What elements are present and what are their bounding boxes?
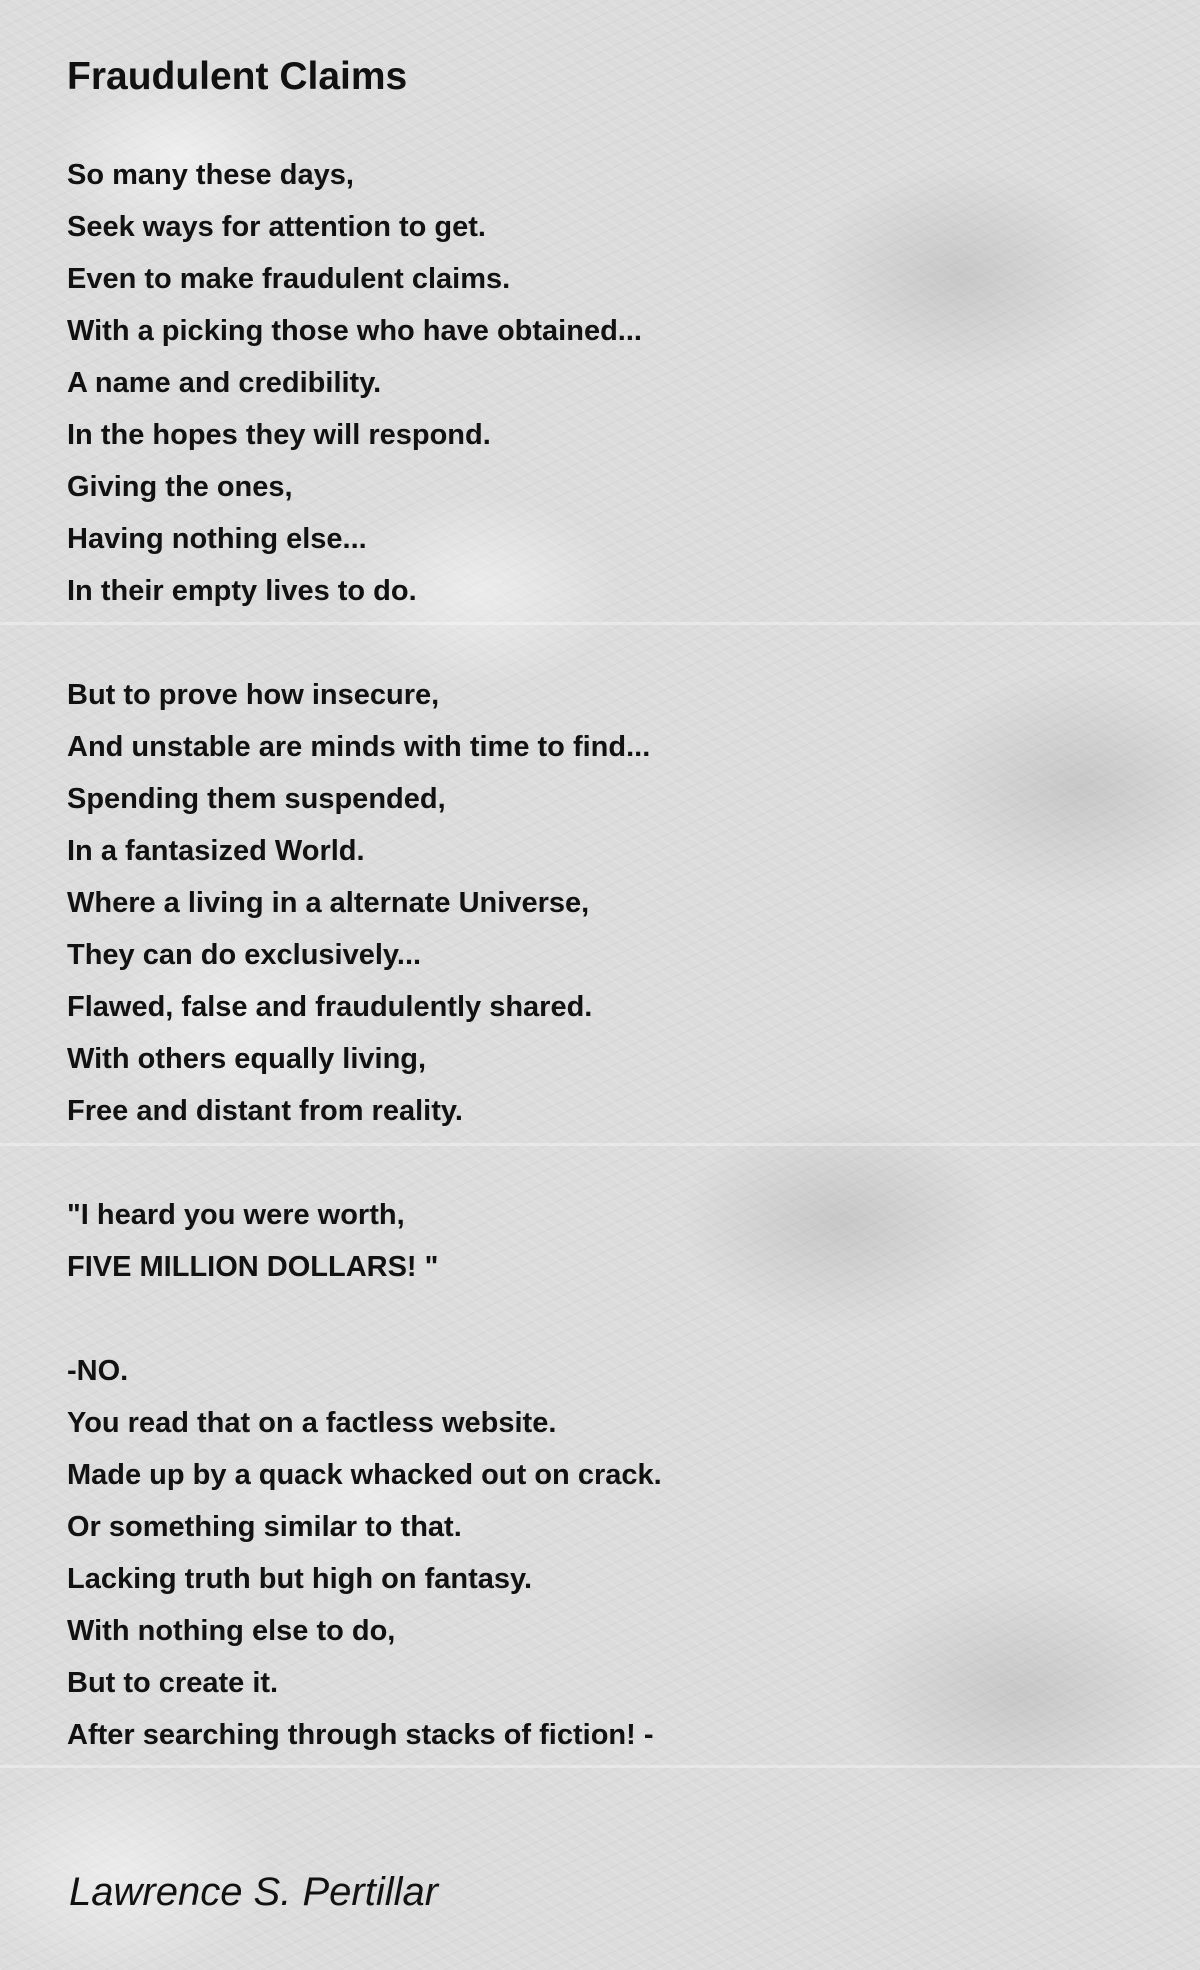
poem-line: Having nothing else... (67, 523, 367, 555)
stanza-break (67, 1137, 662, 1189)
poem-line: They can do exclusively... (67, 939, 422, 971)
poem-line: A name and credibility. (67, 367, 382, 399)
poem-line: With others equally living, (67, 1043, 427, 1075)
poem-line: With a picking those who have obtained... (67, 315, 642, 347)
poem-line: In a fantasized World. (67, 835, 365, 867)
background-band-divider (0, 1765, 1200, 1768)
stanza-break (67, 1293, 662, 1345)
poem-line: But to create it. (67, 1667, 279, 1699)
poem-line: In their empty lives to do. (67, 575, 417, 607)
poem-line: "I heard you were worth, (67, 1199, 405, 1231)
poem-line: Spending them suspended, (67, 783, 446, 815)
poem-line: Made up by a quack whacked out on crack. (67, 1459, 662, 1491)
poem-line: Even to make fraudulent claims. (67, 263, 511, 295)
poem-line: Lacking truth but high on fantasy. (67, 1563, 533, 1595)
poem-line: Free and distant from reality. (67, 1095, 463, 1127)
poem-line: But to prove how insecure, (67, 679, 440, 711)
poem-line: Flawed, false and fraudulently shared. (67, 991, 593, 1023)
poem-line: -NO. (67, 1355, 129, 1387)
poem-line: Or something similar to that. (67, 1511, 462, 1543)
poem-author: Lawrence S. Pertillar (69, 1870, 439, 1914)
poem-title: Fraudulent Claims (67, 55, 408, 98)
poem-line: In the hopes they will respond. (67, 419, 491, 451)
stanza-break (67, 617, 662, 669)
poem-line: You read that on a factless website. (67, 1407, 557, 1439)
poem-line: Seek ways for attention to get. (67, 211, 486, 243)
poem-line: So many these days, (67, 159, 354, 191)
poem-line: And unstable are minds with time to find... (67, 731, 651, 763)
poem-line: With nothing else to do, (67, 1615, 396, 1647)
poem-line: Where a living in a alternate Universe, (67, 887, 590, 919)
poem-line: Giving the ones, (67, 471, 293, 503)
poem-line: FIVE MILLION DOLLARS! " (67, 1251, 439, 1283)
poem-body (67, 149, 662, 1761)
poem-line: After searching through stacks of fiction! - (67, 1719, 654, 1751)
